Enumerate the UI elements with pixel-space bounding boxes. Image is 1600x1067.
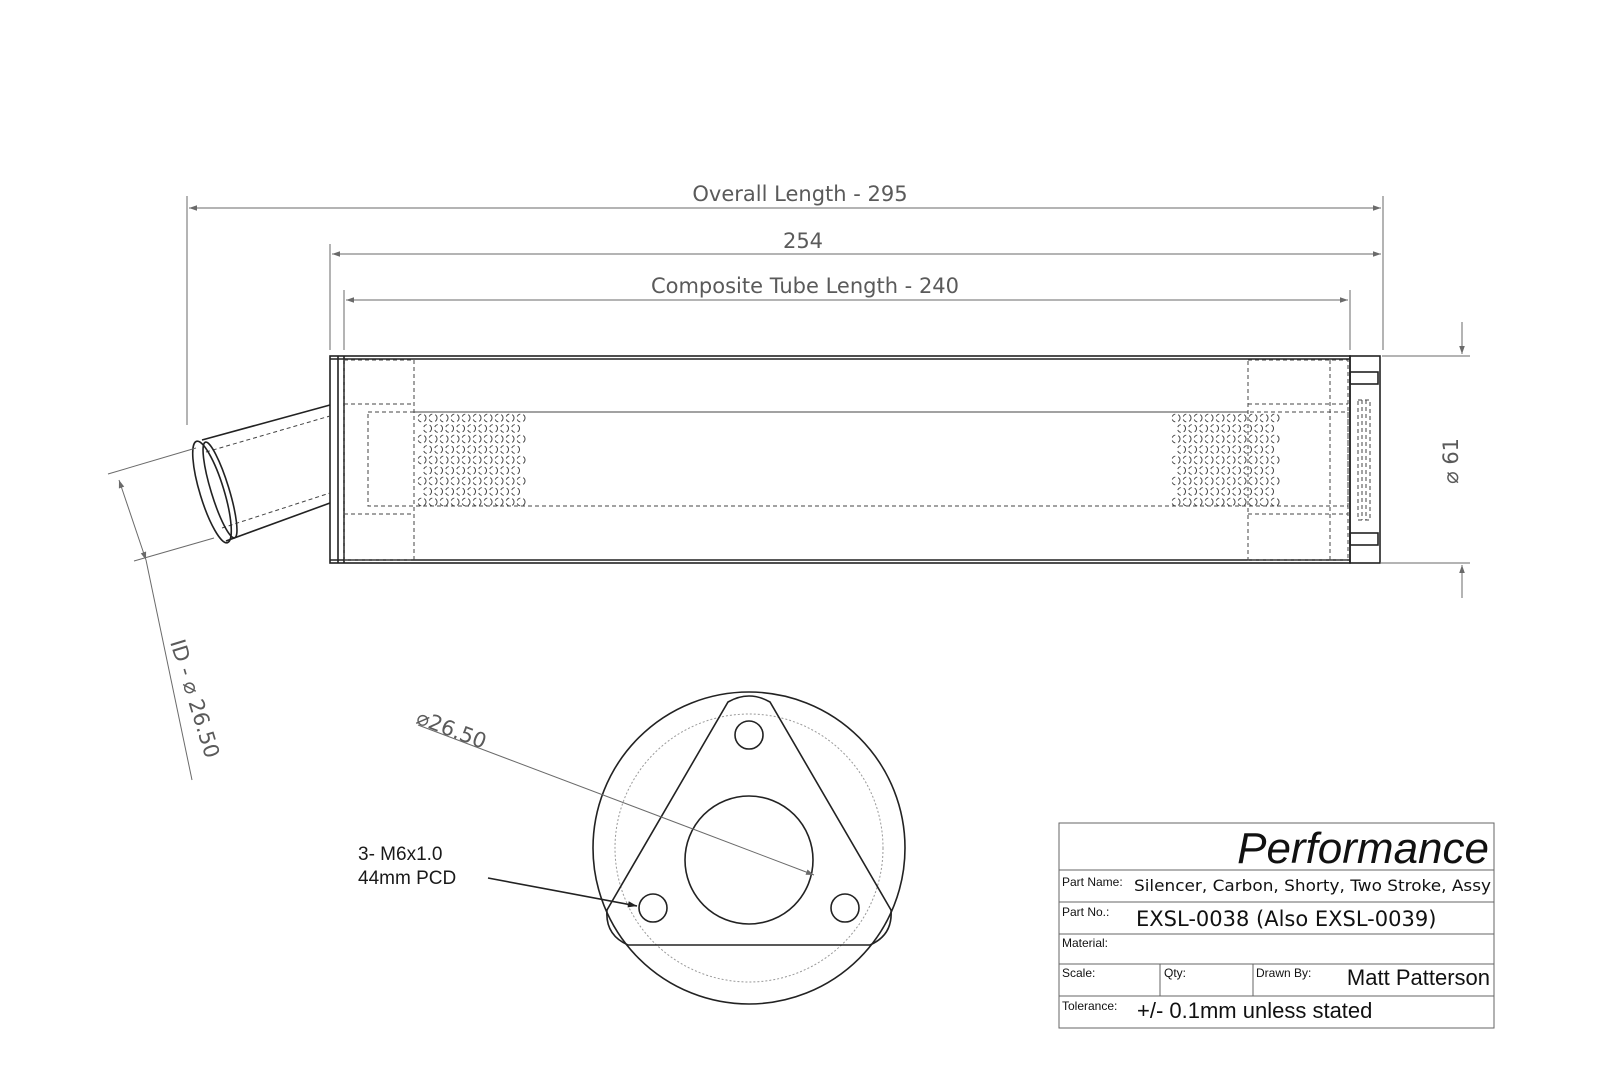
perforation-hole <box>1205 414 1213 422</box>
part-name-label: Part Name: <box>1062 875 1123 889</box>
perforation-hole <box>501 467 509 475</box>
drawn-by-value: Matt Patterson <box>1346 965 1490 990</box>
perforation-hole <box>451 477 459 485</box>
perforation-hole <box>1227 435 1235 443</box>
perforation-hole <box>512 488 520 496</box>
perforation-hole <box>446 425 454 433</box>
perforation-hole <box>495 498 503 506</box>
perforation-hole <box>429 435 437 443</box>
perforation-hole <box>424 467 432 475</box>
perforation-hole <box>1194 435 1202 443</box>
perforation-hole <box>446 446 454 454</box>
perforation-hole <box>1249 456 1257 464</box>
perforation-hole <box>495 414 503 422</box>
perforation-hole <box>440 435 448 443</box>
perforation-hole <box>1211 425 1219 433</box>
perforation-hole <box>1260 498 1268 506</box>
perforation-hole <box>1249 477 1257 485</box>
perforation-hole <box>1172 435 1180 443</box>
perforation-hole <box>1183 477 1191 485</box>
perforation-hole <box>501 446 509 454</box>
inlet-id-label: ID - ⌀ 26.50 <box>165 636 225 761</box>
perforation-hole <box>1255 446 1263 454</box>
bore-circle <box>685 796 813 924</box>
perforation-hole <box>484 498 492 506</box>
perforation-hole <box>1178 446 1186 454</box>
perforation-hole <box>462 477 470 485</box>
perforation-hole <box>1238 477 1246 485</box>
perforation-hole <box>1172 456 1180 464</box>
perforation-hole <box>429 414 437 422</box>
outer-diameter-label: ⌀ 61 <box>1439 437 1463 484</box>
perforation-hole <box>1172 414 1180 422</box>
perforation-hole <box>435 488 443 496</box>
perforation-hole <box>440 456 448 464</box>
perforation-hole <box>468 488 476 496</box>
perforation-hole <box>1271 498 1279 506</box>
perforation-hole <box>1260 477 1268 485</box>
perforation-hole <box>1200 425 1208 433</box>
side-view <box>108 182 1470 780</box>
perforation-hole <box>1200 488 1208 496</box>
perforation-hole <box>495 477 503 485</box>
perforation-hole <box>473 456 481 464</box>
perforation-hole <box>451 414 459 422</box>
perforation-hole <box>1178 425 1186 433</box>
perforation-hole <box>490 446 498 454</box>
perforation-hole <box>1266 425 1274 433</box>
composite-tube-length-label: Composite Tube Length - 240 <box>650 274 960 298</box>
perforation-pattern-left <box>418 414 525 506</box>
perforation-hole <box>1271 456 1279 464</box>
perforation-hole <box>506 435 514 443</box>
perforation-hole <box>1189 467 1197 475</box>
perforation-hole <box>1216 477 1224 485</box>
perforation-hole <box>484 414 492 422</box>
perforation-hole <box>1205 456 1213 464</box>
inlet-pipe <box>185 405 330 546</box>
bolt-hole-left <box>639 894 667 922</box>
perforation-hole <box>506 414 514 422</box>
perforation-hole <box>1200 446 1208 454</box>
perforation-hole <box>451 456 459 464</box>
perforation-hole <box>1194 414 1202 422</box>
perforation-hole <box>1205 477 1213 485</box>
perforation-hole <box>1216 456 1224 464</box>
perforation-hole <box>424 488 432 496</box>
perforation-hole <box>1189 446 1197 454</box>
perforation-hole <box>1260 414 1268 422</box>
perforation-hole <box>484 456 492 464</box>
perforation-hole <box>462 498 470 506</box>
perforation-hole <box>1205 498 1213 506</box>
perforation-hole <box>1227 498 1235 506</box>
perforation-hole <box>490 488 498 496</box>
perforation-pattern-right <box>1172 414 1279 506</box>
perforation-hole <box>517 477 525 485</box>
inlet-id-dimension-line <box>119 480 146 560</box>
perforation-hole <box>1189 488 1197 496</box>
perforation-hole <box>429 498 437 506</box>
perforation-hole <box>1222 488 1230 496</box>
perforation-hole <box>1200 467 1208 475</box>
perforation-hole <box>1227 477 1235 485</box>
perforation-hole <box>495 435 503 443</box>
perforation-hole <box>490 467 498 475</box>
perforation-hole <box>1172 498 1180 506</box>
perforation-hole <box>506 477 514 485</box>
perforation-hole <box>1194 456 1202 464</box>
perforation-hole <box>1260 456 1268 464</box>
material-label: Material: <box>1062 936 1109 950</box>
perforation-hole <box>473 435 481 443</box>
perforation-hole <box>495 456 503 464</box>
perforation-hole <box>418 414 426 422</box>
perforation-hole <box>512 467 520 475</box>
perforation-hole <box>457 467 465 475</box>
title-block <box>1059 823 1494 1028</box>
perforation-hole <box>1266 446 1274 454</box>
perforation-hole <box>1216 498 1224 506</box>
perforation-hole <box>424 446 432 454</box>
length-254-label: 254 <box>782 229 824 253</box>
perforation-hole <box>1189 425 1197 433</box>
perforation-hole <box>1205 435 1213 443</box>
perforation-hole <box>457 425 465 433</box>
perforation-hole <box>468 425 476 433</box>
perforation-hole <box>1255 425 1263 433</box>
perforation-hole <box>1222 467 1230 475</box>
perforation-hole <box>512 425 520 433</box>
perforation-hole <box>468 467 476 475</box>
perforation-hole <box>473 414 481 422</box>
perforation-hole <box>479 425 487 433</box>
perforation-hole <box>440 477 448 485</box>
perforation-hole <box>479 488 487 496</box>
overall-length-label: Overall Length - 295 <box>692 182 908 206</box>
end-cap <box>1350 356 1380 563</box>
perforation-hole <box>506 456 514 464</box>
perforation-hole <box>1227 456 1235 464</box>
perforation-hole <box>435 446 443 454</box>
qty-label: Qty: <box>1164 966 1187 980</box>
perforation-hole <box>506 498 514 506</box>
perforation-hole <box>479 467 487 475</box>
perforation-hole <box>1249 435 1257 443</box>
perforation-hole <box>1227 414 1235 422</box>
perforation-hole <box>517 435 525 443</box>
bolt-hole-right <box>831 894 859 922</box>
perforation-hole <box>1255 488 1263 496</box>
perforation-hole <box>473 477 481 485</box>
bolt-hole-top <box>735 721 763 749</box>
perforation-hole <box>418 477 426 485</box>
perforation-hole <box>1183 456 1191 464</box>
perforation-hole <box>1255 467 1263 475</box>
perforation-hole <box>440 498 448 506</box>
perforation-hole <box>1194 498 1202 506</box>
perforation-hole <box>1233 425 1241 433</box>
perforation-hole <box>429 456 437 464</box>
perforation-hole <box>435 467 443 475</box>
perforation-hole <box>1271 435 1279 443</box>
perforation-hole <box>479 446 487 454</box>
perforation-hole <box>1238 414 1246 422</box>
perforation-hole <box>1211 467 1219 475</box>
perforation-hole <box>1271 477 1279 485</box>
perforation-hole <box>1233 488 1241 496</box>
perforation-hole <box>468 446 476 454</box>
perforation-hole <box>517 414 525 422</box>
perforation-hole <box>1233 467 1241 475</box>
perforation-hole <box>490 425 498 433</box>
perforation-hole <box>484 477 492 485</box>
end-view-diameter-label: ⌀26.50 <box>413 705 490 754</box>
perforation-hole <box>451 498 459 506</box>
perforation-hole <box>1222 446 1230 454</box>
perforation-hole <box>418 498 426 506</box>
perforation-hole <box>1178 488 1186 496</box>
perforation-hole <box>462 456 470 464</box>
perforation-hole <box>1178 467 1186 475</box>
company-name: Performance <box>1237 824 1489 873</box>
perforation-hole <box>440 414 448 422</box>
end-view-diameter-dimension-line <box>685 826 814 875</box>
perforation-hole <box>1183 435 1191 443</box>
perforation-hole <box>1216 435 1224 443</box>
perforation-hole <box>424 425 432 433</box>
perforation-hole <box>446 467 454 475</box>
perforation-hole <box>1183 498 1191 506</box>
perforation-hole <box>484 435 492 443</box>
perforation-hole <box>457 446 465 454</box>
scale-label: Scale: <box>1062 966 1096 980</box>
perforation-hole <box>462 414 470 422</box>
perforation-hole <box>1222 425 1230 433</box>
perforation-hole <box>446 488 454 496</box>
perforation-hole <box>1216 414 1224 422</box>
perforation-hole <box>1194 477 1202 485</box>
end-view <box>358 692 905 1004</box>
perforation-hole <box>451 435 459 443</box>
perforation-hole <box>1249 414 1257 422</box>
perforation-hole <box>1183 414 1191 422</box>
thread-note-line1: 3- M6x1.0 <box>358 844 443 865</box>
perforation-hole <box>462 435 470 443</box>
perforation-hole <box>512 446 520 454</box>
triangular-flange <box>607 696 891 945</box>
tolerance-value: +/- 0.1mm unless stated <box>1137 998 1373 1023</box>
perforation-hole <box>1211 488 1219 496</box>
perforation-hole <box>473 498 481 506</box>
end-view-outer-circle <box>593 692 905 1004</box>
perforation-hole <box>1249 498 1257 506</box>
thread-note-line2: 44mm PCD <box>358 868 457 889</box>
perforation-hole <box>1238 456 1246 464</box>
perforation-hole <box>517 498 525 506</box>
perforation-hole <box>1266 467 1274 475</box>
perforation-hole <box>1233 446 1241 454</box>
perforation-hole <box>435 425 443 433</box>
perforation-hole <box>1172 477 1180 485</box>
perforation-hole <box>1271 414 1279 422</box>
perforation-hole <box>1266 488 1274 496</box>
perforation-hole <box>1238 498 1246 506</box>
perforation-hole <box>517 456 525 464</box>
perforation-hole <box>501 425 509 433</box>
perforation-hole <box>501 488 509 496</box>
perforation-hole <box>1238 435 1246 443</box>
silencer-body <box>330 356 1350 563</box>
perforation-hole <box>418 456 426 464</box>
perforation-hole <box>457 488 465 496</box>
tolerance-label: Tolerance: <box>1062 999 1118 1013</box>
part-no-value: EXSL-0038 (Also EXSL-0039) <box>1136 907 1437 931</box>
drawn-by-label: Drawn By: <box>1256 966 1312 980</box>
perforation-hole <box>1260 435 1268 443</box>
perforation-hole <box>429 477 437 485</box>
part-no-label: Part No.: <box>1062 905 1110 919</box>
perforation-hole <box>418 435 426 443</box>
perforation-hole <box>1211 446 1219 454</box>
part-name-value: Silencer, Carbon, Shorty, Two Stroke, Assy <box>1134 876 1491 895</box>
